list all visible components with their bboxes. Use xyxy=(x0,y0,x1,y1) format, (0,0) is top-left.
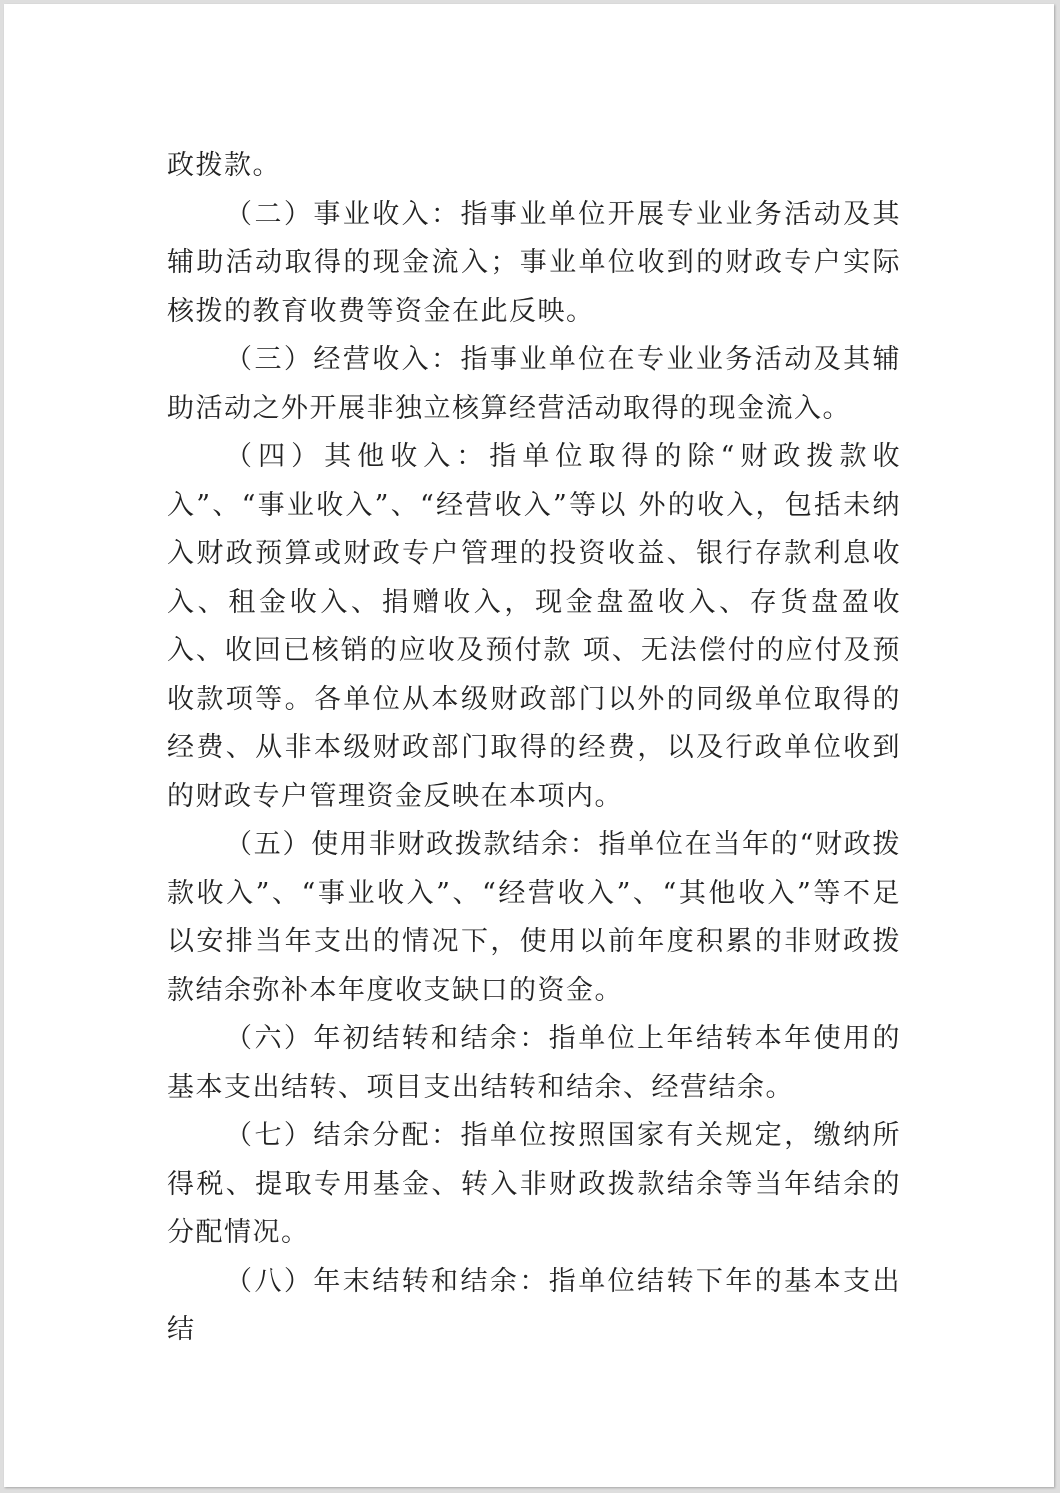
paragraph-other-income: （四）其他收入：指单位取得的除“财政拨款收入”、“事业收入”、“经营收入”等以 外的收入，包括未纳入财政预算或财政专户管理的投资收益、银行存款利息收入、租金收入、捐赠收入，现金盘盈收入、存货盘盈收入、收回已核销的应收及预付款 项、无法偿付的应付及预收款项等。各单位从本级财政部门以外的同级单位取得的经费、从非本级财政部门取得的经费，以及行政单位收到的财政专户管理资金反映在本项内。 xyxy=(167,441,901,812)
paragraph-opening-carryover: （六）年初结转和结余：指单位上年结转本年使用的基本支出结转、项目支出结转和结余、经营结余。 xyxy=(167,1023,901,1103)
paragraph-closing-carryover: （八）年末结转和结余：指单位结转下年的基本支出结 xyxy=(167,1265,901,1345)
paragraph-surplus-distribution: （七）结余分配：指单位按照国家有关规定，缴纳所得税、提取专用基金、转入非财政拨款结余等当年结余的分配情况。 xyxy=(167,1120,901,1248)
document-body xyxy=(167,142,901,1355)
document-page xyxy=(4,4,1054,1487)
paragraph-non-fiscal-balance: （五）使用非财政拨款结余：指单位在当年的“财政拨款收入”、“事业收入”、“经营收入”、“其他收入”等不足以安排当年支出的情况下，使用以前年度积累的非财政拨款结余弥补本年度收支缺口的资金。 xyxy=(167,829,901,1006)
paragraph-business-income: （二）事业收入：指事业单位开展专业业务活动及其辅助活动取得的现金流入；事业单位收到的财政专户实际核拨的教育收费等资金在此反映。 xyxy=(167,198,901,327)
paragraph-operating-income: （三）经营收入：指事业单位在专业业务活动及其辅助活动之外开展非独立核算经营活动取得的现金流入。 xyxy=(167,344,901,424)
paragraph-continuation: 政拨款。 xyxy=(167,150,281,181)
